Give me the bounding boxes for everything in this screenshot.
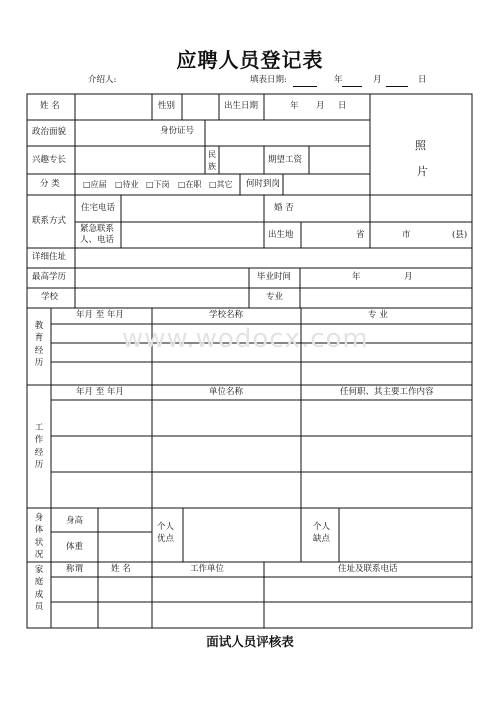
edu-history-side-label: 教育经历 (34, 321, 44, 368)
address-label: 详细住址 (32, 252, 67, 262)
emergency-contact-label: 紧急联系人、电话 (80, 224, 115, 246)
next-section-title: 面试人员评核表 (206, 634, 294, 649)
family-col-company: 工作单位 (190, 564, 225, 574)
id-number-field[interactable] (206, 121, 369, 145)
family-col-address: 住址及联系电话 (338, 564, 398, 574)
weight-field[interactable] (99, 533, 151, 561)
family-col-name: 姓 名 (111, 564, 131, 574)
ethnicity-label: 民族 (208, 150, 216, 171)
work-col-position: 任何职、其主要工作内容 (340, 387, 434, 397)
family-side-label: 家庭成员 (34, 565, 44, 612)
id-number-label: 身份证号 (160, 126, 195, 136)
category-option-0[interactable]: □应届 (83, 180, 107, 189)
category-option-1[interactable]: □待业 (115, 180, 139, 189)
weaknesses-label: 个人缺点 (313, 522, 331, 544)
form-title: 应聘人员登记表 (176, 48, 324, 72)
work-col-period: 年月 至 年月 (76, 387, 124, 397)
political-field[interactable] (76, 121, 151, 145)
grad-year-label: 年 (352, 272, 361, 282)
weight-label: 体重 (66, 542, 84, 552)
education-label: 最高学历 (32, 272, 67, 282)
category-option-2[interactable]: □下岗 (146, 180, 170, 189)
strengths-label: 个人优点 (157, 522, 175, 544)
birth-month-label: 月 (316, 101, 325, 111)
fill-date-day-label: 日 (418, 75, 427, 85)
fill-date-month-label: 月 (373, 75, 382, 85)
gender-field[interactable] (183, 95, 218, 119)
birthplace-label: 出生地 (268, 230, 294, 240)
start-time-label: 何时到岗 (246, 179, 281, 189)
birth-year-label: 年 (290, 101, 299, 111)
ethnicity-field[interactable] (220, 147, 263, 173)
watermark-text: www.wodocx.com (122, 324, 369, 354)
fill-date-label: 填表日期: (250, 75, 287, 85)
marital-label: 婚 否 (274, 203, 294, 213)
birth-day-label: 日 (338, 101, 347, 111)
fill-date-year-label: 年 (334, 75, 343, 85)
strengths-field[interactable] (184, 509, 300, 561)
birthplace-city-label: 市 (402, 230, 411, 240)
grad-time-label: 毕业时间 (257, 272, 292, 282)
birthplace-province-label: 省 (356, 230, 365, 240)
birthplace-county-label: (县) (452, 230, 468, 240)
school-field[interactable] (76, 289, 248, 307)
emergency-contact-field[interactable] (122, 223, 263, 247)
major-label: 专业 (266, 292, 284, 302)
home-phone-label: 住宅电话 (81, 203, 116, 213)
photo-label-1: 照 (415, 139, 426, 152)
edu-col-major: 专 业 (368, 310, 388, 320)
category-option-3[interactable]: □在职 (178, 180, 202, 189)
introducer-label: 介绍人: (88, 75, 117, 85)
grad-month-label: 月 (404, 272, 413, 282)
school-label: 学校 (41, 292, 59, 302)
category-option-4[interactable]: □其它 (209, 180, 233, 189)
major-field[interactable] (301, 289, 471, 307)
category-label: 分 类 (40, 179, 60, 189)
start-time-field[interactable] (284, 175, 369, 194)
height-field[interactable] (99, 509, 151, 531)
edu-col-period: 年月 至 年月 (76, 310, 124, 320)
expected-salary-label: 期望工资 (268, 155, 303, 165)
contact-label: 联系方式 (32, 216, 67, 226)
gender-label: 性别 (158, 101, 176, 111)
home-phone-field[interactable] (122, 196, 263, 221)
edu-col-school: 学校名称 (209, 310, 244, 320)
political-label: 政治面貌 (32, 127, 67, 137)
education-field[interactable] (76, 269, 248, 287)
birthdate-label: 出生日期 (224, 101, 259, 111)
work-history-side-label: 工作经历 (34, 423, 44, 470)
photo-label-2: 片 (417, 165, 428, 178)
height-label: 身高 (66, 516, 84, 526)
interests-field[interactable] (76, 147, 204, 173)
weaknesses-field[interactable] (340, 509, 471, 561)
work-col-company: 单位名称 (209, 387, 244, 397)
interests-label: 兴趣专长 (32, 155, 67, 165)
health-side-label: 身体状况 (34, 513, 44, 560)
name-label: 姓 名 (40, 101, 60, 111)
address-field[interactable] (76, 249, 471, 267)
family-col-relation: 称谓 (66, 564, 84, 574)
name-field[interactable] (76, 95, 151, 119)
marital-field[interactable] (301, 196, 369, 221)
expected-salary-field[interactable] (310, 147, 369, 173)
